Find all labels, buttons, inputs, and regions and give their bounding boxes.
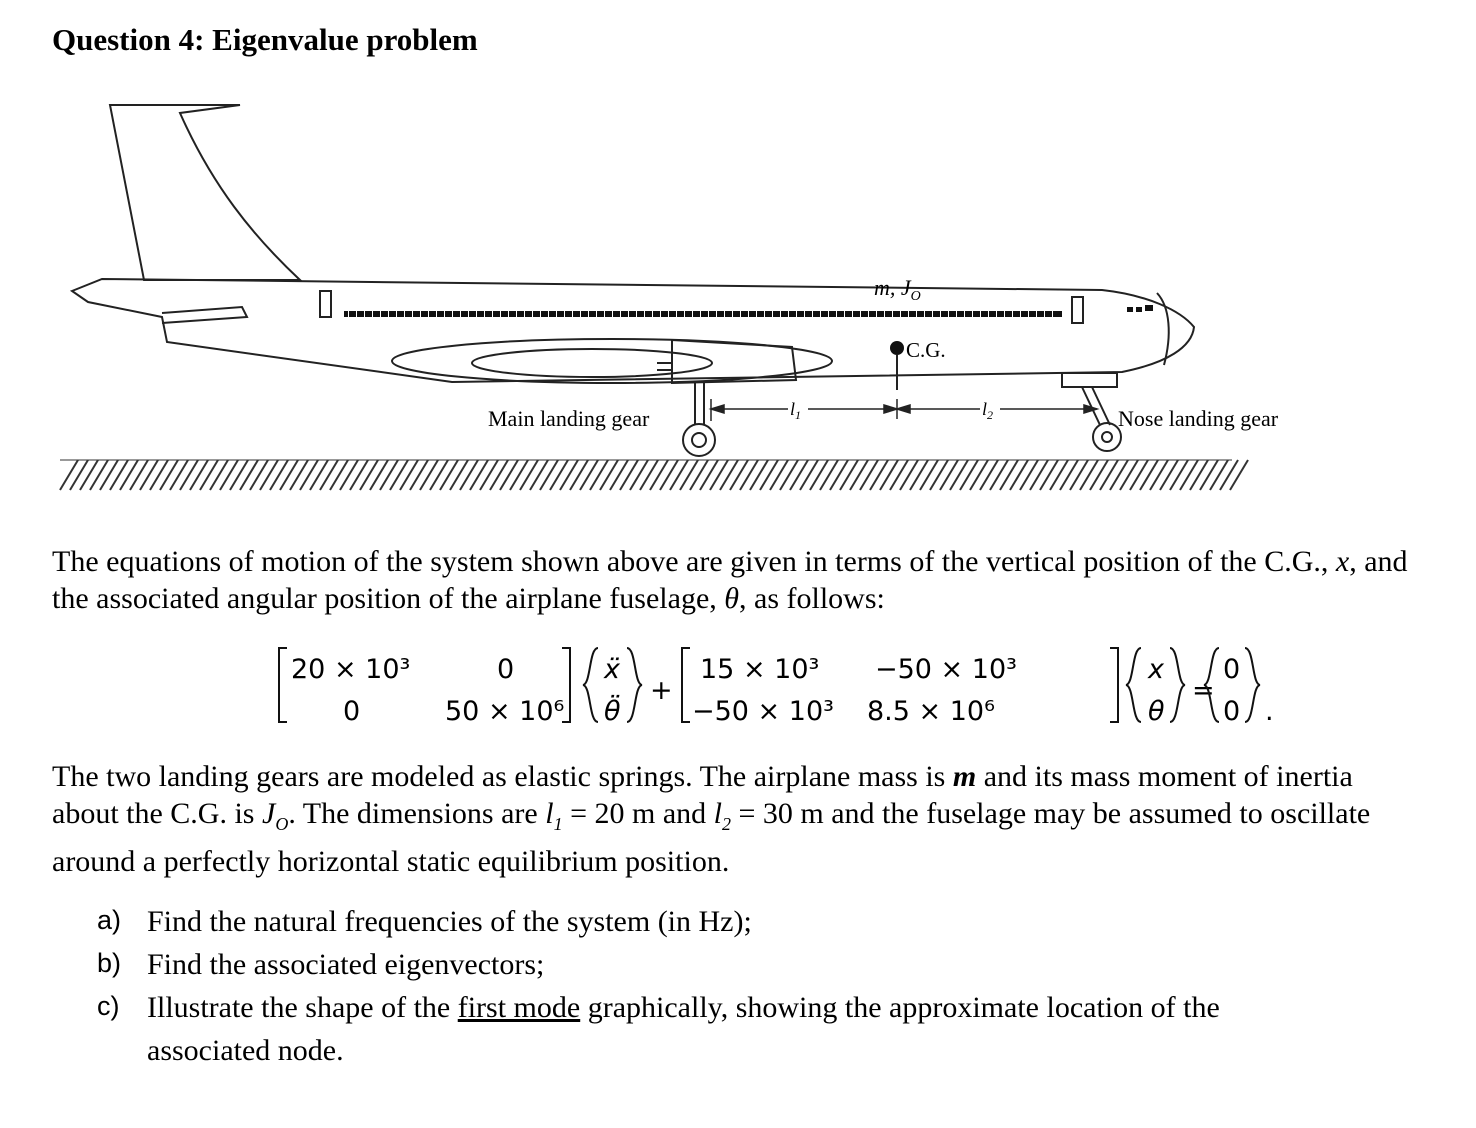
l1-label: $l_1$ <box>790 399 802 422</box>
equation-of-motion <box>255 640 1215 730</box>
stiff-k11: 15 × 10³ <box>700 654 820 685</box>
l2-label: $l_2$ <box>982 399 994 422</box>
front-door <box>1072 297 1083 323</box>
horizontal-stabilizer <box>162 307 247 323</box>
mass-m11: 20 × 10³ <box>291 654 411 685</box>
inertia-symbol: J <box>262 797 276 830</box>
stiff-k12: −50 × 10³ <box>875 654 1017 685</box>
rhs-1: 0 <box>1223 696 1241 727</box>
mass-symbol: m <box>952 760 977 793</box>
rhs-0: 0 <box>1223 654 1241 685</box>
accel-x: ẍ <box>604 654 620 685</box>
equals-sign: = <box>1192 675 1215 706</box>
l2-symbol: l <box>713 797 722 830</box>
cg-label: C.G. <box>906 338 946 362</box>
stiff-k21: −50 × 10³ <box>692 696 834 727</box>
equation-period: . <box>1265 696 1274 727</box>
theta-symbol: θ <box>724 582 740 615</box>
mass-m12: 0 <box>497 654 515 685</box>
engine-inner <box>472 349 712 377</box>
ground-hatching <box>60 460 1248 490</box>
stiff-k22: 8.5 × 10⁶ <box>867 696 995 727</box>
question-title: Question 4: Eigenvalue problem <box>52 22 478 57</box>
intro-paragraph: The equations of motion of the system shown above are given in terms of the vertical position of the C.G., x, and the associated angular position of the airplane fuselage, θ, as follows: <box>52 545 1408 615</box>
rhs-vector <box>1201 640 1281 730</box>
accel-theta: θ̈ <box>604 696 621 727</box>
disp-x: x <box>1148 654 1164 685</box>
first-mode-underlined: first mode <box>457 991 581 1024</box>
tail-fin <box>110 105 300 280</box>
rear-door <box>320 291 331 317</box>
cockpit-windows <box>1127 305 1153 312</box>
main-gear-label: Main landing gear <box>488 406 650 431</box>
mass-m21: 0 <box>343 696 361 727</box>
nose-gear-label: Nose landing gear <box>1118 406 1279 431</box>
description-paragraph: The two landing gears are modeled as elastic springs. The airplane mass is m and its mass moment of inertia about the C.G. is $J_O$. The dimensions are $l_1 = 20$ m and $l_2 = 30$ m and the fuselage may be assumed to oscillate around a perfectly horizontal static equilibrium position. <box>52 760 1371 878</box>
main-landing-gear <box>683 383 715 456</box>
mass-label: m, $J_O$ <box>874 275 921 304</box>
nose-landing-gear <box>1062 373 1121 451</box>
cg-dot <box>890 341 904 355</box>
fuselage <box>72 279 1194 382</box>
airplane-figure <box>52 95 1279 505</box>
mass-m22: 50 × 10⁶ <box>445 696 565 727</box>
l1-symbol: l <box>545 797 554 830</box>
x-symbol: x <box>1335 545 1350 578</box>
plus-sign: + <box>650 675 673 706</box>
disp-theta: θ <box>1148 696 1165 727</box>
dimension-line <box>711 399 1097 421</box>
window-row <box>344 311 1062 317</box>
